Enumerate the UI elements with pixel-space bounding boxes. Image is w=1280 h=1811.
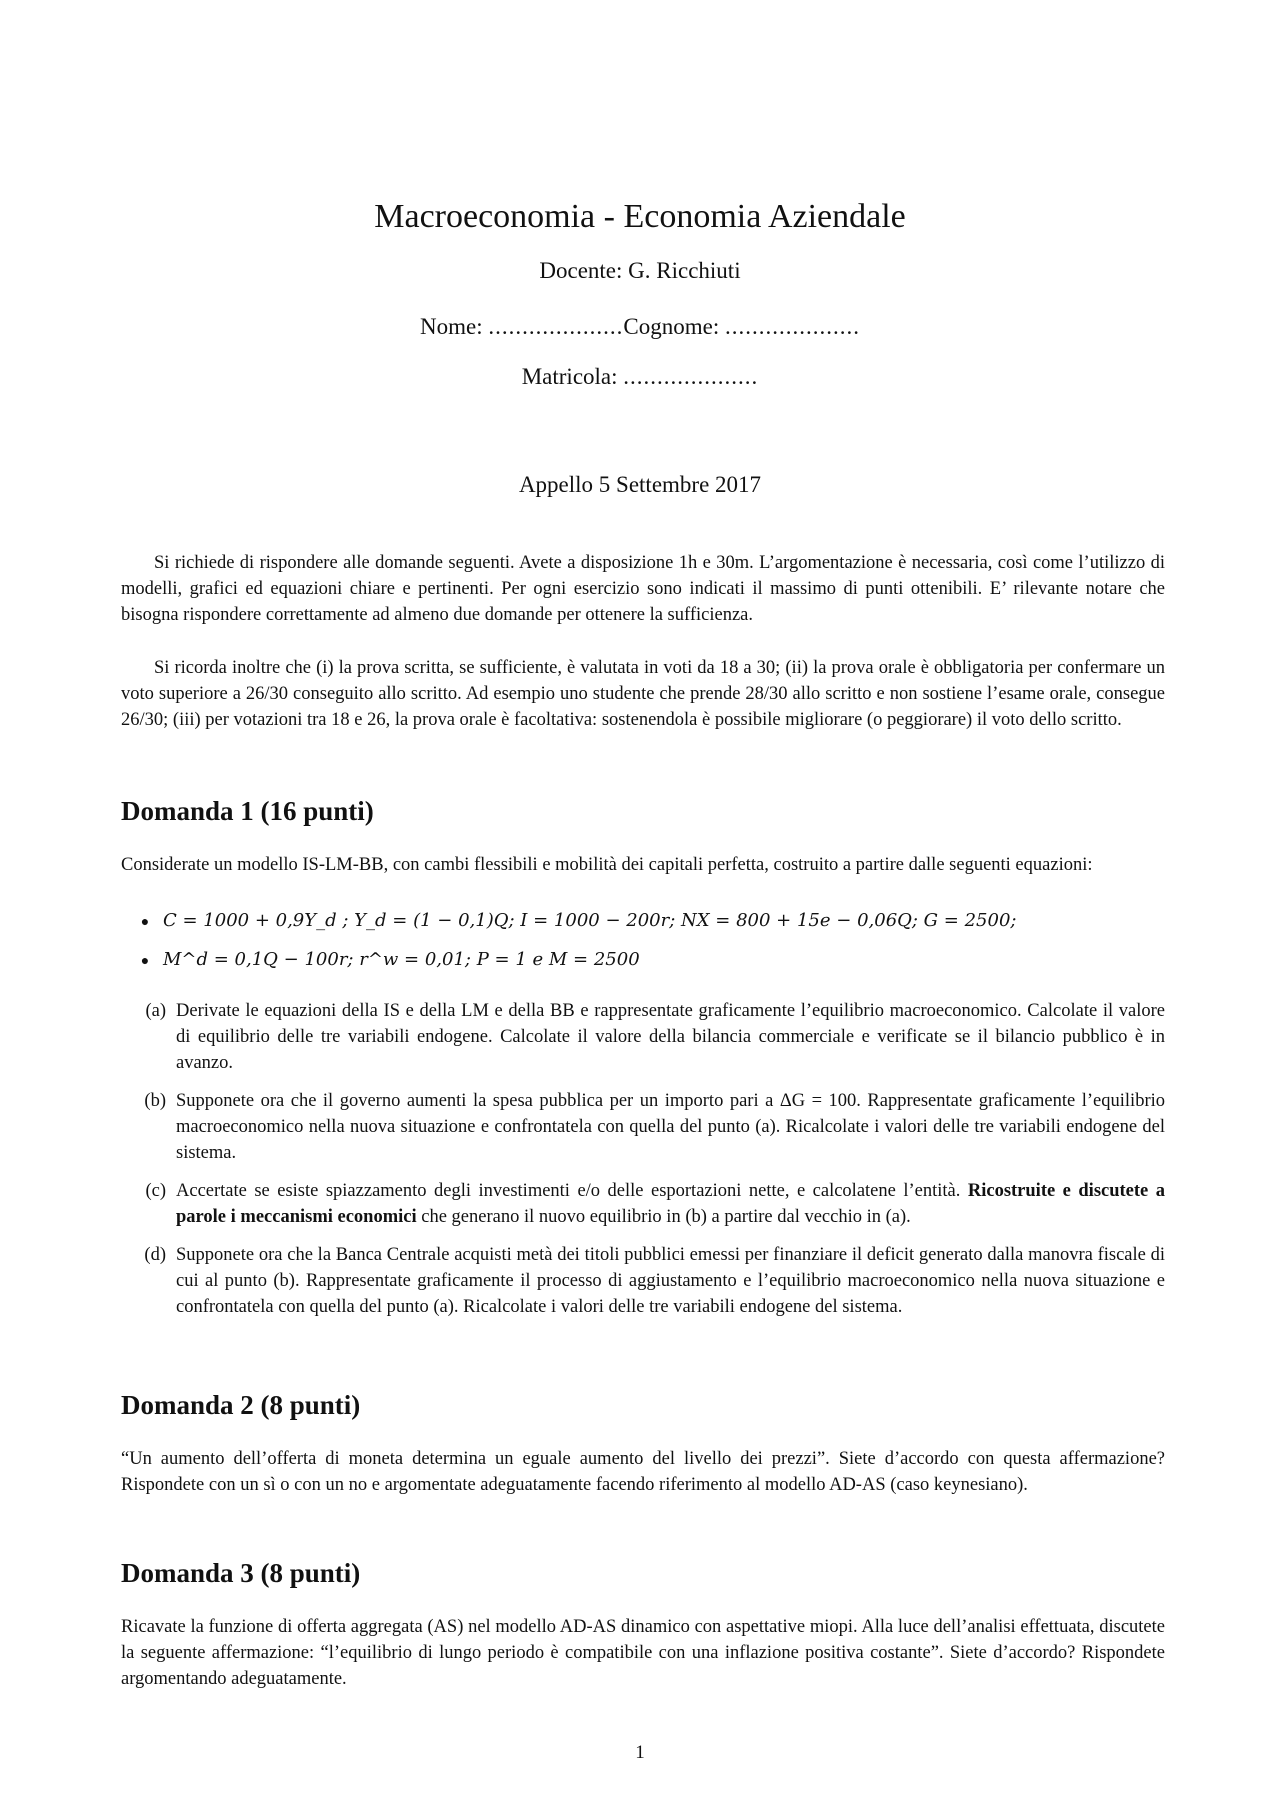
exam-date: Appello 5 Settembre 2017: [518, 472, 762, 497]
nome-label: Nome:: [420, 314, 483, 339]
nome-field: ....................: [488, 314, 624, 339]
subquestion-c-bold: Ricostruite e discutete a parole i meccanismi economici: [176, 1181, 1165, 1227]
subquestion-d: [121, 1242, 1165, 1320]
subquestion-text: Supponete ora che il governo aumenti la spesa pubblica per un importo pari a ΔG = 100. Rappresentate graficamente l’equilibrio macroeconomico nella nuova situazione e confrontatela con quella del punto (a). Ricalcolate i valori delle tre variabili endogene del sistema.: [176, 1091, 1165, 1163]
subquestion-a: [121, 998, 1165, 1076]
intro-paragraph-1: Si richiede di rispondere alle domande seguenti. Avete a disposizione 1h e 30m. L’argomentazione è necessaria, così come l’utilizzo di modelli, grafici ed equazioni chiare e pertinenti. Per ogni esercizio sono indicati il massimo di punti ottenibili. E’ rilevante notare che bisogna rispondere correttamente ad almeno due domande per ottenere la sufficienza.: [121, 553, 1165, 625]
domanda1-heading: Domanda 1 (16 punti): [121, 796, 374, 826]
matricola-fields: [0, 364, 1280, 390]
matricola-field: ....................: [623, 364, 759, 389]
equations-line-2: M^d = 0,1Q − 100r; r^w = 0,01; P = 1 e M = 2500: [163, 949, 640, 970]
subquestion-text: [176, 1178, 1165, 1230]
matricola-label: Matricola:: [521, 364, 618, 389]
domanda3-text: Ricavate la funzione di offerta aggregata (AS) nel modello AD-AS dinamico con aspettative miopi. Alla luce dell’analisi effettuata, discutete la seguente affermazione: “l’equilibrio di lungo periodo è compatibile con una inflazione positiva costante”. Siete d’accordo? Rispondete argomentando adeguatamente.: [121, 1617, 1165, 1689]
subquestion-label: (c): [145, 1181, 166, 1201]
domanda1-subquestions: [121, 998, 1165, 1332]
subquestion-label: (d): [144, 1245, 166, 1265]
list-item: [121, 949, 1165, 988]
domanda2-heading: Domanda 2 (8 punti): [121, 1390, 361, 1420]
subquestion-label: (a): [145, 1001, 166, 1021]
subquestion-text: Supponete ora che la Banca Centrale acquisti metà dei titoli pubblici emessi per finanziare il deficit generato dalla manovra fiscale di cui al punto (b). Rappresentate graficamente il processo di aggiustamento e l’equilibrio macroeconomico nella nuova situazione e confrontatela con quella del punto (a). Ricalcolate i valori delle tre variabili endogene del sistema.: [176, 1245, 1165, 1317]
page-title: Macroeconomia - Economia Aziendale: [374, 198, 906, 235]
subquestion-text: Derivate le equazioni della IS e della LM e della BB e rappresentate graficamente l’equilibrio macroeconomico. Calcolate il valore di equilibrio delle tre variabili endogene. Calcolate il valore della bilancia commerciale e verificate se il bilancio pubblico è in avanzo.: [176, 1001, 1165, 1073]
subquestion-c-text-end: che generano il nuovo equilibrio in (b) a partire dal vecchio in (a).: [421, 1207, 911, 1227]
name-fields: [0, 314, 1280, 340]
bullet-icon: ●: [140, 954, 150, 969]
equation-list: [121, 910, 1165, 988]
subquestion-label: (b): [144, 1091, 166, 1111]
subquestion-b: [121, 1088, 1165, 1166]
domanda3-heading: Domanda 3 (8 punti): [121, 1558, 361, 1588]
docente-line: Docente: G. Ricchiuti: [539, 258, 741, 283]
equations-line-1: C = 1000 + 0,9Y_d ; Y_d = (1 − 0,1)Q; I = 1000 − 200r; NX = 800 + 15e − 0,06Q; G = 2500;: [163, 910, 1017, 931]
list-item: [121, 910, 1165, 949]
page-number: 1: [635, 1742, 645, 1763]
cognome-field: ....................: [724, 314, 860, 339]
cognome-label: Cognome:: [623, 314, 720, 339]
bullet-icon: ●: [140, 915, 150, 930]
domanda2-text: “Un aumento dell’offerta di moneta determina un eguale aumento del livello dei prezzi”. Siete d’accordo con questa affermazione? Rispondete con un sì o con un no e argomentate adeguatamente facendo riferimento al modello AD-AS (caso keynesiano).: [121, 1449, 1165, 1495]
subquestion-c: [121, 1178, 1165, 1230]
subquestion-c-text-start: Accertate se esiste spiazzamento degli investimenti e/o delle esportazioni nette, e calcolatene l’entità.: [176, 1181, 961, 1201]
domanda1-text: Considerate un modello IS-LM-BB, con cambi flessibili e mobilità dei capitali perfetta, costruito a partire dalle seguenti equazioni:: [121, 855, 1093, 875]
intro-paragraph-2: Si ricorda inoltre che (i) la prova scritta, se sufficiente, è valutata in voti da 18 a 30; (ii) la prova orale è obbligatoria per confermare un voto superiore a 26/30 conseguito allo scritto. Ad esempio uno studente che prende 28/30 allo scritto e non sostiene l’esame orale, consegue 26/30; (iii) per votazioni tra 18 e 26, la prova orale è facoltativa: sostenendola è possibile migliorare (o peggiorare) il voto dello scritto.: [121, 658, 1165, 730]
